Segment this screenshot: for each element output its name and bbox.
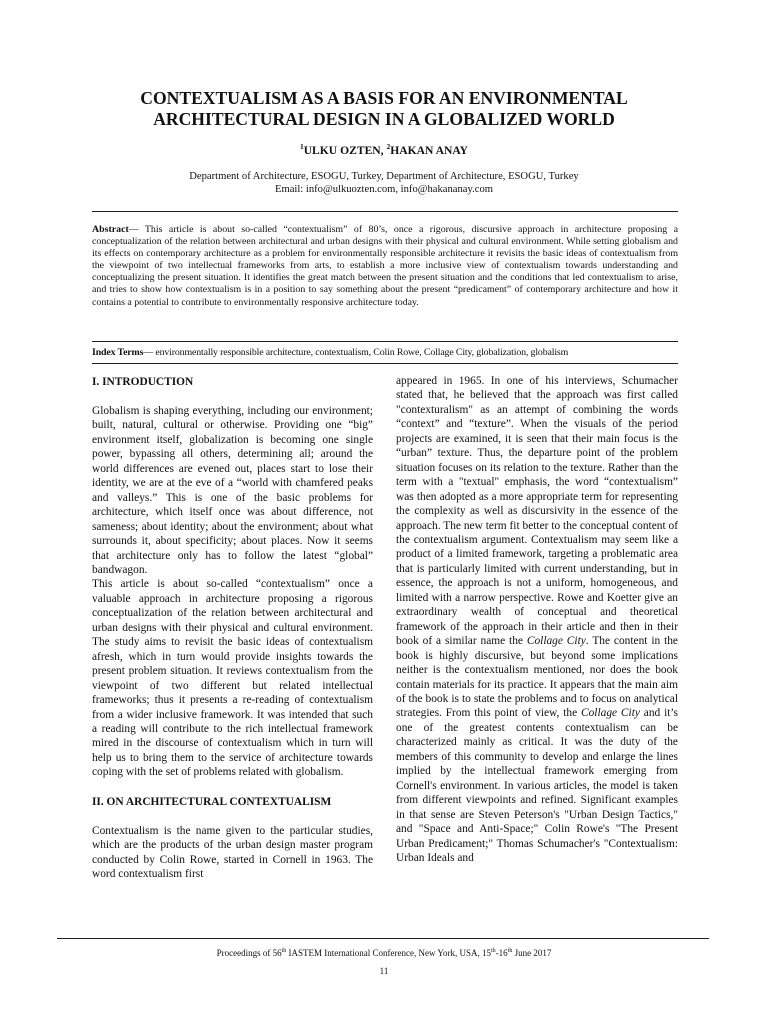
left-column [92, 374, 373, 882]
authors [60, 142, 708, 157]
title-line-2: ARCHITECTURAL DESIGN IN A GLOBALIZED WORLD [153, 109, 615, 129]
index-terms [92, 347, 678, 359]
book-title: Collage City [581, 707, 640, 720]
paragraph: This article is about so-called “contextualism” once a valuable approach in architecture proposing a rigorous conceptualization of the relation between architectural and urban designs with their physical and cultural environment. The study aims to revisit the basic ideas of contextualism afresh, which in turn would provide insights towards the present problem situation. It reviews contextualism from the viewpoint of two different but related intellectual frameworks; thus it presents a re-reading of contextualism from a wider inclusive framework. It was intended that such a reading will contribute to the rich intellectual framework mired in the discourse of contextualism which in turn will help us to bring them to the service of architecture towards coping with the set of problems related with globalism. [92, 578, 373, 779]
author1-sup: 1 [299, 142, 304, 151]
abstract-bottom-rule [92, 341, 678, 342]
affiliation-block [60, 170, 708, 197]
book-title: Collage City [526, 635, 586, 648]
paper-title [60, 88, 708, 130]
title-line-1: CONTEXTUALISM AS A BASIS FOR AN ENVIRONMENTAL [140, 88, 628, 108]
index-bottom-rule [92, 363, 678, 364]
abstract-label: Abstract [92, 224, 129, 235]
footer-sup: th [507, 948, 513, 954]
paragraph: Globalism is shaping everything, including our environment; built, natural, cultural or otherwise. Providing one “big” environment itself, globalization is becoming one single power, bypassing all others, determining all; around the world differences are evened out, places start to lose their identity, we are at the eve of a “world with chamfered peaks and valleys.” This is one of the basic problems for architecture, which itself once was about difference, not sameness; about identity; about the environment; about what surrounds it, about specificity; about places. Now it seems that architecture only has to follow the latest “global” bandwagon. [92, 405, 373, 576]
spacer [92, 810, 373, 824]
footer-text: IASTEM International Conference, New York, USA, 15 [286, 948, 492, 958]
abstract-top-rule [92, 211, 678, 212]
abstract [92, 224, 678, 309]
spacer [92, 390, 373, 404]
spacer [92, 780, 373, 794]
footer-text: -16 [495, 948, 508, 958]
footer-text: June 2017 [512, 948, 552, 958]
paragraph [396, 374, 678, 865]
text-run: appeared in 1965. In one of his interviews, Schumacher stated that, he believed that the approach was first called "contexturalism" as an attempt of combining the words “context” and “texture”. When the visuals of the period projects are examined, it is seen that their main focus is the “urban” texture. Thus, the departure point of the problem situation focuses on its relation to the texture. Rather than the term with a "textual" emphasis, the word “contextualism” was then adopted as a more appropriate term for representing the complexity as well as discursivity in the essence of the approach. The new term fit better to the conceptual content of the contextualism argument. Contextualism may seem like a product of a limited framework, targeting a problematic area that is particularly limited with current understanding, but in essence, the approach is not a uniform, homogeneous, and limited with a narrow perspective. Rowe and Koetter give an extraordinary wealth of conceptual and theoretical framework of the approach in their article and then in their book of a similar name the [396, 375, 678, 648]
index-terms-text: — environmentally responsible architecture, contextualism, Colin Rowe, Collage City, globalization, globalism [143, 347, 569, 358]
footer-text: Proceedings of 56 [216, 948, 282, 958]
author2: HAKAN ANAY [390, 143, 469, 157]
proceedings-footer [60, 948, 708, 958]
abstract-text: — This article is about so-called “contextualism” of 80’s, once a rigorous, discursive approach in architecture proposing a conceptualization of the relation between architectural and urban designs with their physical and cultural environment. While setting globalism and its effects on contemporary architecture as a problem for environmentally responsible architecture it revisits the basic ideas of contextualism from the viewpoint of two intellectual frameworks from arts, to establish a more inclusive view of contextualism towards understanding and conceptualizing the present situation. It identifies the great match between the present situation and the conditions that led contextualism to arise, and tries to show how contextualism is in a position to say something about the present “predicament” of contemporary architecture and how it contains a potential to contribute to environmentally responsive architecture today. [92, 224, 678, 308]
page-number: 11 [379, 966, 389, 976]
author2-sup: 2 [386, 142, 391, 151]
email: Email: info@ulkuozten.com, info@hakananay.com [275, 184, 493, 196]
author1: ULKU OZTEN, [303, 143, 387, 157]
section-heading-introduction: I. INTRODUCTION [92, 376, 194, 388]
paragraph: Contextualism is the name given to the particular studies, which are the products of the urban design master program conducted by Colin Rowe, started in Cornell in 1963. The word contextualism first [92, 824, 373, 881]
footer-sup: th [491, 948, 496, 954]
text-run: . The content in the book is highly discursive, but beyond some implications neither is the contextualism mentioned, nor does the book contain materials for its practice. It appears that the main aim of the book is to state the problems and to focus on analytical strategies. From this point of view, the [396, 635, 678, 720]
affiliation: Department of Architecture, ESOGU, Turkey, Department of Architecture, ESOGU, Turkey [189, 171, 579, 182]
index-terms-label: Index Terms [92, 347, 144, 358]
footer-rule [57, 938, 709, 939]
right-column [396, 374, 678, 865]
footer-sup: th [281, 948, 287, 954]
section-heading-contextualism: II. ON ARCHITECTURAL CONTEXTUALISM [92, 795, 332, 808]
text-run: and it’s one of the greatest contents contextualism can be characterized mainly as critical. It was the duty of the members of this community to develop and enlarge the lines implied by the intellectual framework emerging from Cornell's environment. In various articles, the model is taken from different viewpoints and refined. Significant examples in that sense are Steven Peterson's "Urban Design Tactics," and "Space and Anti-Space;" Colin Rowe's "The Present Urban Predicament;" Thomas Schumacher's "Contextualism: Urban Ideals and [396, 707, 678, 864]
